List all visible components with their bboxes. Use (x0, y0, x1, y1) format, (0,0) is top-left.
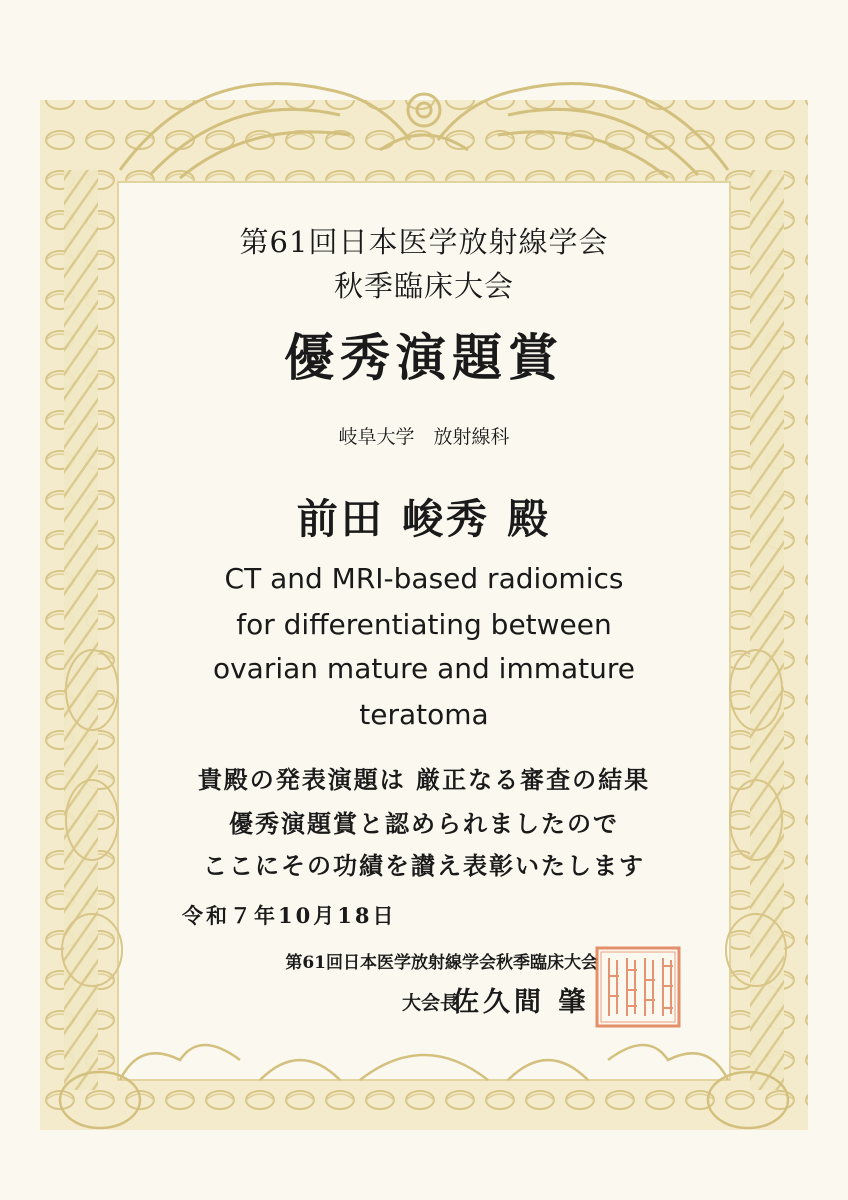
issuing-organization: 第61回日本医学放射線学会秋季臨床大会 (285, 953, 598, 973)
organization-line-1: 第61回日本医学放射線学会 (239, 225, 609, 259)
recipient-affiliation: 岐阜大学 放射線科 (338, 426, 510, 448)
presentation-title-line: teratoma (359, 698, 489, 731)
organization-line-2: 秋季臨床大会 (333, 269, 514, 303)
citation-text-line: 優秀演題賞と認められましたので (229, 809, 619, 838)
recipient-name: 前田 峻秀 殿 (296, 495, 552, 543)
president-name: 佐久間 肇 (452, 987, 590, 1018)
citation-text-line: ここにその功績を讃え表彰いたします (203, 851, 645, 880)
award-title: 優秀演題賞 (284, 328, 564, 387)
presentation-title-line: for differentiating between (236, 608, 612, 641)
award-date: 令和７年10月18日 (182, 903, 397, 928)
official-seal-icon (595, 946, 681, 1028)
citation-text-line: 貴殿の発表演題は 厳正なる審査の結果 (197, 765, 651, 794)
presentation-title-line: CT and MRI-based radiomics (224, 562, 624, 595)
presentation-title-line: ovarian mature and immature (212, 652, 636, 685)
president-label: 大会長 (402, 992, 460, 1014)
